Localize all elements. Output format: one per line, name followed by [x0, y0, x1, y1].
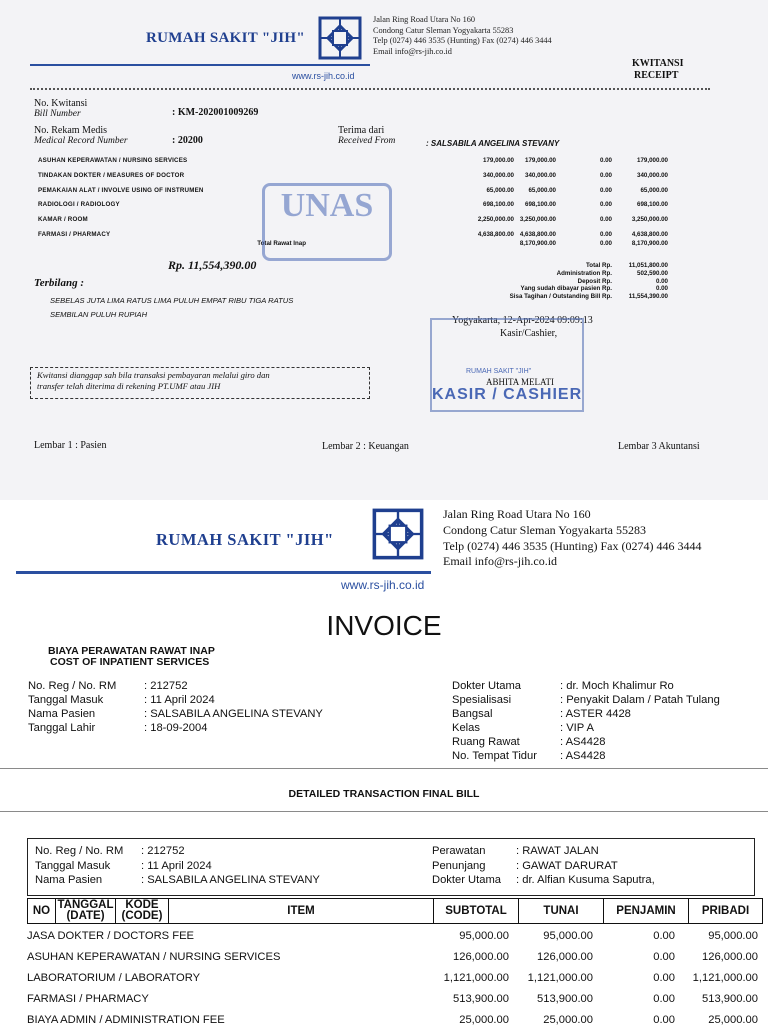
invoice-title: INVOICE — [326, 610, 442, 641]
patient-info-left: No. Reg / No. RM : 212752 Tanggal Masuk : 11 April 2024 Nama Pasien : SALSABILA ANGELINA STEVANY Tanggal Lahir : 18-09-2004 — [28, 680, 323, 734]
cell-penjamin: 0.00 — [653, 930, 675, 942]
col-code: KODE (CODE) — [116, 899, 169, 923]
hospital-logo-icon — [372, 508, 424, 560]
receipt-hospital-name: RUMAH SAKIT "JIH" — [146, 30, 305, 46]
cell-tunai: 1,121,000.00 — [527, 972, 593, 984]
box-info-right: Perawatan : RAWAT JALAN Penunjang : GAWAT DARURAT Dokter Utama : dr. Alfian Kusuma Saputra, — [432, 845, 655, 886]
terbilang-line-1: SEBELAS JUTA LIMA RATUS LIMA PULUH EMPAT RIBU TIGA RATUS — [50, 296, 294, 305]
receipt-service-amount: 340,000.00 — [483, 171, 514, 179]
table-row — [27, 993, 763, 1014]
cashier-stamp-hospital: RUMAH SAKIT "JIH" — [466, 368, 532, 375]
table-header — [27, 898, 763, 924]
receipt-service-amount: 4,638,800.00 — [477, 231, 514, 238]
sheet-2-label: Lembar 2 : Keuangan — [322, 441, 409, 452]
bill-number-label: No. Kwitansi Bill Number — [34, 98, 88, 119]
place-date: Yogyakarta, 12-Apr-2024 09:09:13 — [452, 315, 593, 326]
receipt-service-amount: 3,250,000.00 — [519, 216, 556, 224]
cell-subtotal: 1,121,000.00 — [443, 972, 509, 984]
receipt-service-name: RADIOLOGI / RADIOLOGY — [38, 201, 120, 209]
cashier-stamp: KASIR / CASHIER — [432, 386, 583, 403]
cell-item: JASA DOKTER / DOCTORS FEE — [27, 930, 195, 942]
cell-item: BIAYA ADMIN / ADMINISTRATION FEE — [27, 1014, 225, 1026]
table-row — [27, 951, 763, 972]
mrn-value: : 20200 — [172, 135, 203, 146]
table-row — [27, 972, 763, 993]
cell-pribadi: 1,121,000.00 — [692, 972, 758, 984]
cell-subtotal: 513,900.00 — [453, 993, 509, 1005]
receipt-service-amount: 0.00 — [599, 216, 612, 224]
summary-value: 11,051,800.00 — [628, 262, 668, 269]
cell-penjamin: 0.00 — [653, 972, 675, 984]
invoice-address: Jalan Ring Road Utara No 160 Condong Catur Sleman Yogyakarta 55283 Telp (0274) 446 3535 (Hunting) Fax (0274) 446 3444 Email info@rs-jih.co.id — [443, 507, 702, 569]
receipt-service-amount: 4,638,800.00 — [519, 231, 556, 238]
receipt-service-amount: 698,100.00 — [637, 201, 668, 209]
cell-tunai: 25,000.00 — [543, 1014, 593, 1026]
col-tunai: TUNAI — [519, 899, 604, 923]
receipt-service-amount: 179,000.00 — [637, 157, 668, 164]
cell-tunai: 126,000.00 — [537, 951, 593, 963]
mrn-label: No. Rekam Medis Medical Record Number — [34, 125, 128, 146]
cell-subtotal: 95,000.00 — [459, 930, 509, 942]
summary-value: 0.00 — [655, 277, 668, 285]
total-inap-c: 0.00 — [599, 240, 612, 247]
cell-pribadi: 25,000.00 — [708, 1014, 758, 1026]
box-info-left: No. Reg / No. RM : 212752 Tanggal Masuk : 11 April 2024 Nama Pasien : SALSABILA ANGELINA STEVANY — [35, 845, 320, 886]
invoice-hospital-name: RUMAH SAKIT "JIH" — [156, 530, 334, 549]
summary-label: Sisa Tagihan / Outstanding Bill Rp. — [509, 293, 612, 301]
receipt-website: www.rs-jih.co.id — [292, 71, 355, 81]
receipt-service-amount: 3,250,000.00 — [631, 216, 668, 224]
table-row — [27, 930, 763, 951]
col-date: TANGGAL (DATE) — [56, 899, 116, 923]
cell-pribadi: 126,000.00 — [702, 951, 758, 963]
divider — [0, 811, 768, 812]
receipt-service-amount: 0.00 — [599, 186, 612, 194]
cell-penjamin: 0.00 — [653, 993, 675, 1005]
cell-item: FARMASI / PHARMACY — [27, 993, 149, 1005]
receipt-service-amount: 179,000.00 — [525, 157, 556, 164]
summary-value: 0.00 — [655, 285, 668, 293]
receipt-service-name: PEMAKAIAN ALAT / INVOLVE USING OF INSTRUMEN — [38, 186, 204, 194]
sheet-3-label: Lembar 3 Akuntansi — [618, 441, 700, 452]
summary-label: Total Rp. — [585, 262, 612, 269]
invoice-website[interactable]: www.rs-jih.co.id — [341, 578, 425, 592]
receipt-service-amount: 65,000.00 — [640, 186, 668, 194]
divider — [0, 768, 768, 769]
receipt-service-name: TINDAKAN DOKTER / MEASURES OF DOCTOR — [38, 171, 185, 179]
cell-tunai: 513,900.00 — [537, 993, 593, 1005]
summary-value: 502,590.00 — [637, 269, 668, 277]
total-inap-d: 8,170,900.00 — [631, 240, 668, 247]
receipt-service-amount: 698,100.00 — [483, 201, 514, 209]
cell-pribadi: 95,000.00 — [708, 930, 758, 942]
invoice-header-rule — [16, 571, 431, 574]
detail-title: DETAILED TRANSACTION FINAL BILL — [288, 788, 480, 800]
transaction-info-box — [27, 838, 755, 896]
receipt-service-amount: 0.00 — [599, 231, 612, 238]
receipt-service-amount: 698,100.00 — [525, 201, 556, 209]
summary-label: Deposit Rp. — [577, 277, 612, 285]
cell-tunai: 95,000.00 — [543, 930, 593, 942]
receipt-service-name: FARMASI / PHARMACY — [38, 231, 111, 238]
bill-number: : KM-202001009269 — [172, 107, 259, 118]
cell-pribadi: 513,900.00 — [702, 993, 758, 1005]
receipt-service-amount: 0.00 — [599, 171, 612, 179]
cell-subtotal: 126,000.00 — [453, 951, 509, 963]
terbilang-line-2: SEMBILAN PULUH RUPIAH — [50, 310, 148, 319]
summary-label: Administration Rp. — [556, 269, 612, 277]
col-no: NO — [28, 899, 56, 923]
receipt-service-amount: 340,000.00 — [637, 171, 668, 179]
receipt-service-name: KAMAR / ROOM — [38, 216, 88, 224]
receipt-service-amount: 0.00 — [599, 157, 612, 164]
col-penjamin: PENJAMIN — [604, 899, 689, 923]
cell-subtotal: 25,000.00 — [459, 1014, 509, 1026]
receipt-service-amount: 65,000.00 — [528, 186, 556, 194]
col-pribadi: PRIBADI — [701, 904, 750, 917]
receipt-service-amount: 340,000.00 — [525, 171, 556, 179]
col-item: ITEM — [169, 899, 434, 923]
receipt-service-amount: 179,000.00 — [483, 157, 514, 164]
cashier-name: ABHITA MELATI — [486, 377, 555, 387]
cashier-label: Kasir/Cashier, — [500, 328, 558, 339]
cell-penjamin: 0.00 — [653, 1014, 675, 1026]
receipt-address: Jalan Ring Road Utara No 160 Condong Catur Sleman Yogyakarta 55283 Telp (0274) 446 3535 (Hunting) Fax (0274) 446 3444 Email info@rs-jih.co.id — [373, 15, 552, 56]
receipt-service-name: ASUHAN KEPERAWATAN / NURSING SERVICES — [38, 157, 188, 164]
receipt-service-amount: 2,250,000.00 — [477, 216, 514, 224]
col-subtotal: SUBTOTAL — [434, 899, 519, 923]
unas-stamp: UNAS — [262, 183, 392, 261]
sheet-1-label: Lembar 1 : Pasien — [34, 440, 107, 451]
patient-info-right: Dokter Utama : dr. Moch Khalimur Ro Spesialisasi : Penyakit Dalam / Patah Tulang Bangsal : ASTER 4428 Kelas : VIP A Ruang Rawat : AS4428 No. Tempat Tidur : AS4428 — [452, 680, 720, 762]
receipt-header-rule — [30, 64, 370, 66]
total-inap-label: Total Rawat Inap — [257, 240, 306, 247]
summary-label: Yang sudah dibayar pasien Rp. — [520, 285, 612, 293]
received-from-label: Terima dari Received From — [338, 125, 396, 146]
hospital-logo-icon — [318, 16, 362, 60]
cell-item: LABORATORIUM / LABORATORY — [27, 972, 201, 984]
cell-penjamin: 0.00 — [653, 951, 675, 963]
invoice-subtitle-1: BIAYA PERAWATAN RAWAT INAP — [48, 645, 215, 657]
cell-item: ASUHAN KEPERAWATAN / NURSING SERVICES — [27, 951, 281, 963]
invoice-subtitle-2: COST OF INPATIENT SERVICES — [50, 656, 210, 668]
receipt-service-amount: 4,638,800.00 — [631, 231, 668, 238]
total-inap: 8,170,900.00 — [519, 240, 556, 247]
summary-value: 11,554,390.00 — [628, 293, 668, 301]
receipt-amount: Rp. 11,554,390.00 — [168, 258, 257, 272]
receipt-note: Kwitansi dianggap sah bila transaksi pembayaran melalui giro dan transfer telah diterima di rekening PT.UMF atau JIH — [30, 367, 370, 399]
receipt-divider — [30, 88, 710, 90]
scanned-receipt — [0, 0, 768, 500]
receipt-service-amount: 65,000.00 — [486, 186, 514, 194]
terbilang-label: Terbilang : — [34, 277, 85, 289]
receipt-service-amount: 0.00 — [599, 201, 612, 209]
receipt-doc-type: KWITANSI RECEIPT — [632, 58, 684, 81]
table-row — [27, 1014, 763, 1035]
received-from: : SALSABILA ANGELINA STEVANY — [426, 139, 560, 148]
